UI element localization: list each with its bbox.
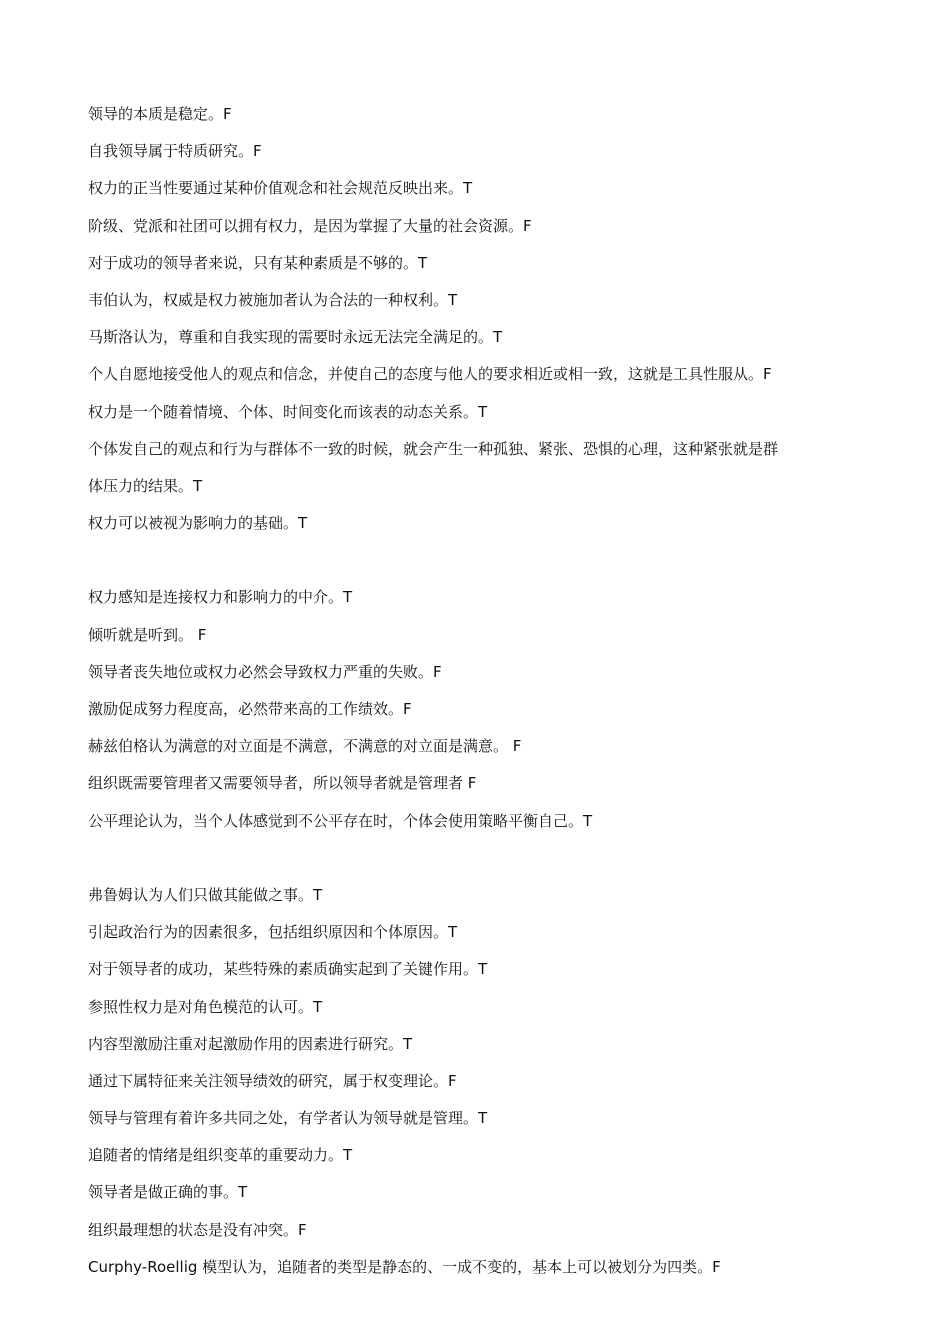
statement-line-17: 赫兹伯格认为满意的对立面是不满意，不满意的对立面是满意。 F — [88, 737, 522, 756]
statement-line-7: 马斯洛认为，尊重和自我实现的需要时永远无法完全满足的。T — [88, 328, 503, 347]
statement-line-24: 内容型激励注重对起激励作用的因素进行研究。T — [88, 1034, 413, 1053]
statement-line-26: 领导与管理有着许多共同之处，有学者认为领导就是管理。T — [88, 1109, 488, 1128]
statement-line-14: 倾听就是听到。 F — [88, 625, 207, 644]
statement-line-13: 权力感知是连接权力和影响力的中介。T — [88, 588, 353, 607]
statement-line-9: 权力是一个随着情境、个体、时间变化而该表的动态关系。T — [88, 402, 488, 421]
statement-line-22: 对于领导者的成功，某些特殊的素质确实起到了关键作用。T — [88, 960, 488, 979]
statement-line-4: 阶级、党派和社团可以拥有权力，是因为掌握了大量的社会资源。F — [88, 216, 532, 235]
statement-line-5: 对于成功的领导者来说，只有某种素质是不够的。T — [88, 253, 428, 272]
statement-line-20: 弗鲁姆认为人们只做其能做之事。T — [88, 885, 323, 904]
statement-line-8: 个人自愿地接受他人的观点和信念，并使自己的态度与他人的要求相近或相一致，这就是工具性服从。F — [88, 365, 772, 384]
blank-line — [88, 840, 868, 877]
statement-line-21: 引起政治行为的因素很多，包括组织原因和个体原因。T — [88, 923, 458, 942]
statement-line-29: 组织最理想的状态是没有冲突。F — [88, 1220, 307, 1239]
blank-line — [88, 542, 868, 579]
statement-line-19: 公平理论认为，当个人体感觉到不公平存在时，个体会使用策略平衡自己。T — [88, 811, 593, 830]
statement-line-12: 权力可以被视为影响力的基础。T — [88, 514, 308, 533]
statement-line-1: 领导的本质是稳定。F — [88, 105, 232, 123]
statement-line-2: 自我领导属于特质研究。F — [88, 142, 262, 161]
statement-line-16: 激励促成努力程度高，必然带来高的工作绩效。F — [88, 700, 412, 718]
statement-line-25: 通过下属特征来关注领导绩效的研究，属于权变理论。F — [88, 1071, 457, 1090]
statement-line-27: 追随者的情绪是组织变革的重要动力。T — [88, 1146, 353, 1165]
statement-line-15: 领导者丧失地位或权力必然会导致权力严重的失败。F — [88, 662, 442, 681]
statement-line-28: 领导者是做正确的事。T — [88, 1183, 248, 1202]
document-page — [88, 96, 868, 1286]
statement-line-6: 韦伯认为，权威是权力被施加者认为合法的一种权利。T — [88, 290, 458, 309]
statement-line-23: 参照性权力是对角色模范的认可。T — [88, 997, 323, 1016]
statement-line-30: Curphy-Roellig 模型认为，追随者的类型是静态的、一成不变的，基本上可以被划分为四类。F — [88, 1257, 721, 1276]
statement-line-3: 权力的正当性要通过某种价值观念和社会规范反映出来。T — [88, 179, 473, 198]
statement-line-10: 个体发自己的观点和行为与群体不一致的时候，就会产生一种孤独、紧张、恐惧的心理，这种紧张就是群 — [88, 439, 779, 458]
statement-line-18: 组织既需要管理者又需要领导者，所以领导者就是管理者 F — [88, 774, 477, 793]
statement-line-11: 体压力的结果。T — [88, 476, 203, 495]
